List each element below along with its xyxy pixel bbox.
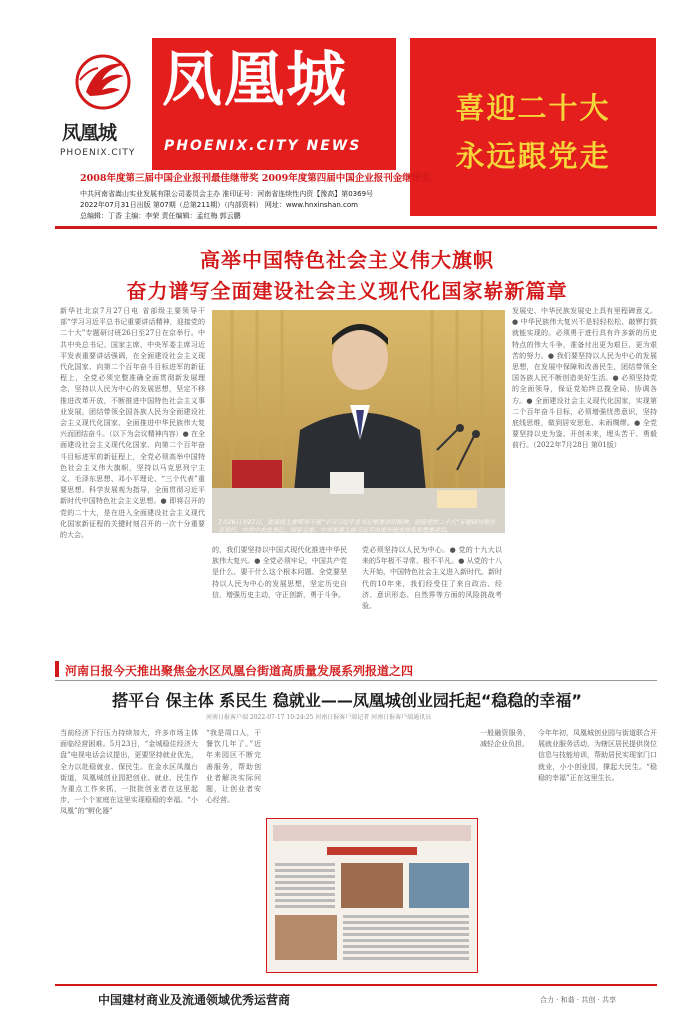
editors-line: 总编辑：丁香 主编：李荣 责任编辑：孟红梅 郭云鹏: [80, 212, 241, 220]
newspaper-title-en: PHOENIX.CITY NEWS: [164, 138, 362, 154]
phoenix-logo-icon: [68, 50, 138, 110]
slogan-box: [410, 38, 656, 216]
section-band: [55, 661, 657, 677]
footer-motto: 合力 · 和谐 · 共创 · 共享: [540, 996, 617, 1004]
inset-image: [267, 819, 477, 972]
story-column-4: 今年年初，凤凰城创业园与街道联合开展就业服务活动，为辖区居民提供岗位信息与技能培训，帮助居民实现家门口就业，小小创业园，撑起大民生。“稳稳的幸福”正在这里生长。: [538, 729, 657, 782]
photo-image: [212, 310, 505, 533]
section-title: 河南日报今天推出聚焦金水区凤凰台街道高质量发展系列报道之四: [65, 664, 414, 678]
award-line: 2008年度第三届中国企业报刊最佳继带奖 2009年度第四届中国企业报刊金继带奖: [80, 173, 431, 184]
masthead-title-box: [152, 38, 396, 170]
photo-caption: 7月26日至27日，省部级主要领导干部“学习习近平总书记重要讲话精神，迎接党的二十大”专题研讨班在京举行。中共中央总书记、国家主席、中央军委主席习近平出席开班式并发表重要讲话。: [218, 519, 496, 534]
byline: 河南日报客户端 2022-07-17 10:24:25 河南日报客户端记者 河南日报客户端通讯员: [206, 714, 432, 721]
section-divider: [55, 680, 657, 681]
issue-line: 2022年07月31日出版 第07期（总第211期）（内部资料） 网址：www.hnxinshan.com: [80, 201, 358, 209]
logo-cn-text: 凤凰城: [62, 122, 117, 144]
section-marker: [55, 661, 59, 677]
leader-photo: [212, 310, 505, 533]
logo-en-text: PHOENIX.CITY: [60, 148, 136, 158]
slogan-line-1: 喜迎二十大: [455, 91, 611, 125]
story-column-3: 一般融资服务，减轻企业负担。: [480, 729, 530, 749]
article-column-middle-1: 的，我们要坚持以中国式现代化推进中华民族伟大复兴。● 全党必须牢记，中国共产党是什么、要干什么这个根本问题。全党要坚持以人民为中心的发展思想，坚定历史自信，增强历史主动，守正创新，勇于斗争。: [212, 546, 347, 599]
logo: [58, 50, 148, 170]
story-column-2: “我是周口人，干餐饮几年了。”近年来园区不断完善服务，帮助创业者解决实际问题，让创业者安心经营。: [206, 729, 261, 805]
top-divider: [55, 226, 657, 229]
sub-headline: 搭平台 保主体 系民生 稳就业——凤凰城创业园托起“稳稳的幸福”: [112, 691, 582, 710]
slogan-line-2: 永远跟党走: [455, 139, 611, 173]
article-column-middle-2: 党必须坚持以人民为中心。● 党的十九大以来的5年极不寻常、极不平凡。● 从党的十八大开始，中国特色社会主义进入新时代。新时代的10年来，我们经受住了来自政治、经济、意识形态、自然界等方面的风险挑战考验。: [362, 546, 502, 611]
headline-line-2: 奋力谱写全面建设社会主义现代化国家崭新篇章: [126, 279, 568, 303]
article-column-right: 发展史、中华民族发展史上具有里程碑意义。● 中华民族伟大复兴不是轻轻松松、敲锣打鼓就能实现的。必须勇于进行具有许多新的历史特点的伟大斗争，准备付出更为艰巨、更为艰苦的努力。● 我们要坚持以人民为中心的发展思想，在发展中保障和改善民生，团结带领全国各族人民不断创造美好生活。● 必须坚持党的全面领导，保证党始终总揽全局、协调各方。● 全面建设社会主义现代化国家，实现第二个百年奋斗目标，必须增强忧患意识，坚持底线思维，做到居安思危、未雨绸缪。● 全党要坚持以史为鉴、开创未来，埋头苦干、勇毅前行。（2022年7月28日 第01版）: [512, 307, 657, 450]
footer-slogan: 中国建材商业及流通领域优秀运营商: [98, 993, 291, 1007]
article-column-left: 新华社北京7月27日电 省部级主要领导干部“学习习近平总书记重要讲话精神，迎接党的二十大”专题研讨班26日至27日在京举行。中共中央总书记、国家主席、中央军委主席习近平发表重要讲话强调，在全面建设社会主义现代化国家、向第二个百年奋斗目标进军的新征程上，全党必须完整准确全面贯彻新发展理念，坚持以人民为中心的发展思想，坚定不移推进改革开放，不断推进中国特色社会主义事业发展，团结带领全国各族人民为全面建设社会主义现代化国家、全面推进中华民族伟大复兴而团结奋斗。（以下为会议精神内容）● 在全面建设社会主义现代化国家、向第二个百年奋斗目标进军的新征程上，全党必须高举中国特色社会主义伟大旗帜，坚持以马克思列宁主义、毛泽东思想、邓小平理论、“三个代表”重要思想、科学发展观为指导，全面贯彻习近平新时代中国特色社会主义思想。● 即将召开的党的二十大，是在进入全面建设社会主义现代化国家新征程的关键时刻召开的一次十分重要的大会。: [60, 307, 205, 540]
headline-line-1: 高举中国特色社会主义伟大旗帜: [200, 248, 494, 272]
publisher-line: 中共河南省嵩山实业发展有限公司委员会主办 准印证号：河南省连续性内资【豫高】第0369号: [80, 190, 374, 198]
newspaper-title: 凤凰城: [162, 45, 348, 115]
footer-divider: [55, 984, 657, 986]
story-column-1: 当前经济下行压力持续加大，许多市场主体面临经营困难。5月23日，“金城稳住经济大盘”电视电话会议提出，更要坚持就业优先，全力以赴稳就业、保民生。在金水区凤凰台街道，凤凰城创业园把创业、就业、民生作为重点工作来抓，一批批创业者在这里起步，一个个家庭在这里实现稳稳的幸福。“小凤凰”的“孵化器”: [60, 729, 198, 816]
inset-newspaper-image: [266, 818, 478, 973]
